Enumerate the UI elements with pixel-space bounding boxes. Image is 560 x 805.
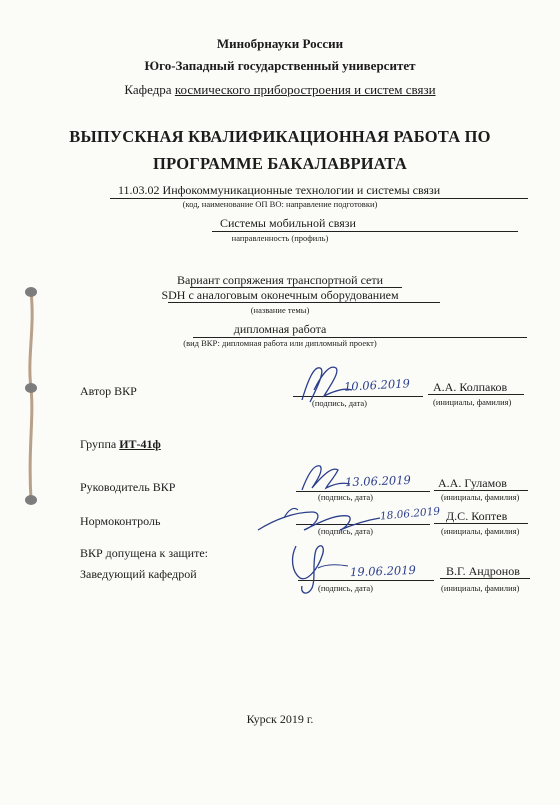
- author-handwritten-date: 10.06.2019: [343, 376, 411, 394]
- head-name: В.Г. Андронов: [446, 564, 520, 578]
- normcontrol-name-line: [434, 523, 528, 524]
- group-value: ИТ-41ф: [119, 437, 161, 451]
- topic-caption: (название темы): [250, 305, 310, 315]
- normcontrol-signature-icon: [254, 500, 384, 542]
- department-line: [0, 82, 560, 98]
- head-handwritten-date: 19.06.2019: [349, 562, 417, 580]
- supervisor-handwritten-date: 13.06.2019: [344, 472, 412, 490]
- author-name-caption: (инициалы, фамилия): [433, 397, 512, 407]
- group-line: [80, 437, 161, 452]
- supervisor-sig-caption: (подпись, дата): [318, 492, 374, 502]
- head-signature-icon: [282, 538, 352, 602]
- profile-underline: [212, 231, 518, 232]
- department-prefix: Кафедра: [124, 82, 172, 97]
- head-name-caption: (инициалы, фамилия): [441, 583, 520, 593]
- supervisor-name: А.А. Гуламов: [438, 476, 507, 490]
- university-name: Юго-Западный государственный университет: [144, 58, 416, 73]
- program-caption: (код, наименование ОП ВО: направление подготовки): [182, 199, 378, 209]
- program-value: 11.03.02 Инфокоммуникационные технологии и системы связи: [118, 183, 441, 197]
- supervisor-name-caption: (инициалы, фамилия): [441, 492, 520, 502]
- author-sig-caption: (подпись, дата): [312, 398, 368, 408]
- supervisor-label: Руководитель ВКР: [80, 480, 176, 494]
- profile-value: Системы мобильной связи: [220, 216, 356, 230]
- topic-underline2: [168, 302, 440, 303]
- normcontrol-name: Д.С. Коптев: [446, 509, 508, 523]
- normcontrol-sig-caption: (подпись, дата): [318, 526, 374, 536]
- document-title-line1: ВЫПУСКНАЯ КВАЛИФИКАЦИОННАЯ РАБОТА ПО: [69, 127, 491, 146]
- admission-label: ВКР допущена к защите:: [80, 546, 208, 560]
- normcontrol-handwritten-date: 18.06.2019: [379, 505, 441, 523]
- head-label: Заведующий кафедрой: [80, 567, 197, 581]
- author-label: Автор ВКР: [80, 384, 137, 398]
- author-signature-icon: [296, 360, 356, 410]
- department-name: космического приборостроения и систем связи: [174, 82, 436, 97]
- author-name: А.А. Колпаков: [433, 380, 508, 394]
- group-label: Группа: [80, 437, 117, 451]
- head-sig-caption: (подпись, дата): [318, 583, 374, 593]
- binding-thread-icon: [18, 278, 44, 514]
- normcontrol-label: Нормоконтроль: [80, 514, 161, 528]
- work-type-caption: (вид ВКР: дипломная работа или дипломный проект): [183, 338, 377, 348]
- profile-caption: направленность (профиль): [231, 233, 329, 243]
- supervisor-signature-icon: [298, 456, 352, 498]
- topic-line2: SDH с аналоговым оконечным оборудованием: [161, 288, 399, 302]
- normcontrol-name-caption: (инициалы, фамилия): [441, 526, 520, 536]
- document-title-line2: ПРОГРАММЕ БАКАЛАВРИАТА: [153, 154, 407, 173]
- author-name-line: [428, 394, 524, 395]
- work-type-value: дипломная работа: [233, 322, 327, 336]
- ministry-name: Минобрнауки России: [216, 36, 344, 51]
- supervisor-name-line: [434, 490, 528, 491]
- head-name-line: [440, 578, 530, 579]
- topic-line1: Вариант сопряжения транспортной сети: [176, 273, 384, 287]
- city-year: Курск 2019 г.: [246, 712, 314, 726]
